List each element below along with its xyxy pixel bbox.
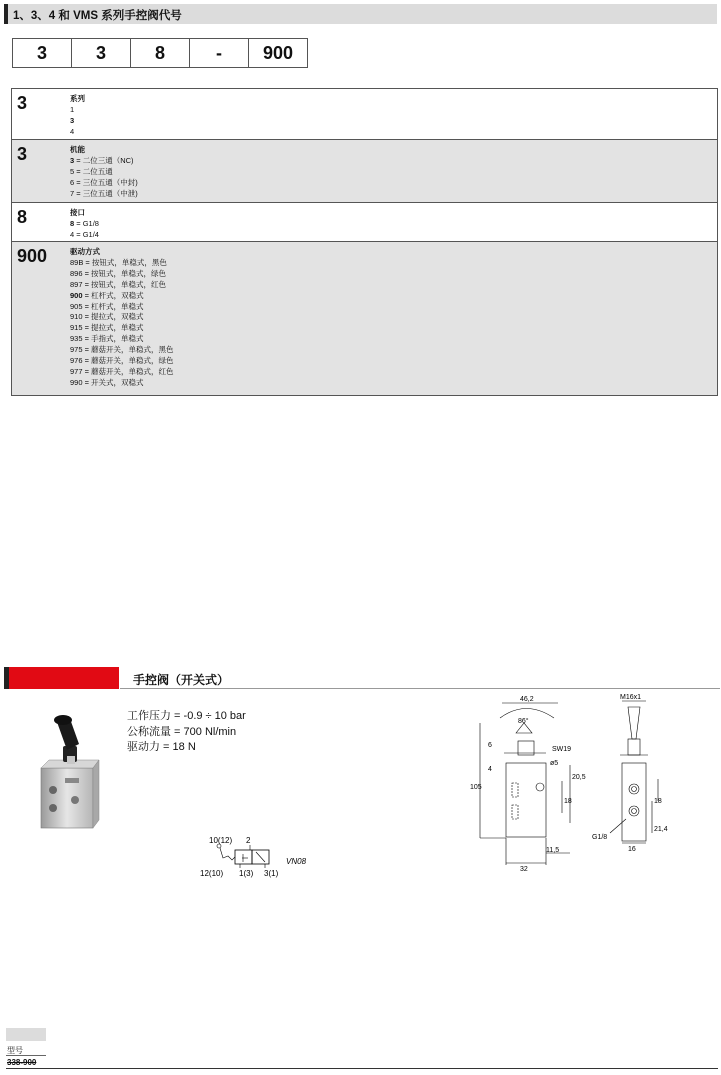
row-item: 4 bbox=[70, 126, 75, 136]
dim-20-5: 20,5 bbox=[572, 774, 586, 781]
row-item: 4 = G1/4 bbox=[70, 229, 99, 239]
code-box-series: 3 bbox=[12, 38, 72, 68]
row-item: 915 = 提拉式，单稳式 bbox=[70, 323, 144, 333]
model-value: 338-900 bbox=[7, 1058, 37, 1067]
row-body bbox=[70, 208, 99, 241]
scheme-label: VN08 bbox=[286, 857, 307, 866]
row-series bbox=[11, 88, 718, 140]
scheme-port-10-12: 10(12) bbox=[209, 836, 233, 845]
code-table bbox=[11, 89, 718, 396]
row-item: 976 = 蘑菇开关，单稳式，绿色 bbox=[70, 356, 174, 366]
model-label: 型号 bbox=[7, 1046, 23, 1055]
dim-18: 18 bbox=[564, 798, 572, 805]
row-item: 6 = 三位五通（中封) bbox=[70, 177, 138, 187]
dim-16: 16 bbox=[628, 846, 636, 853]
row-body bbox=[70, 247, 174, 389]
row-item: 896 = 按钮式，单稳式，绿色 bbox=[70, 268, 167, 278]
row-body bbox=[70, 94, 85, 138]
dim-port: G1/8 bbox=[592, 834, 608, 841]
product-accent-bar bbox=[4, 667, 119, 689]
dim-11-5: 11,5 bbox=[546, 847, 560, 854]
dimension-drawing-front bbox=[466, 693, 586, 876]
row-heading: 系列 bbox=[70, 94, 85, 103]
row-actuation bbox=[11, 241, 718, 396]
row-heading: 接口 bbox=[70, 208, 85, 217]
row-heading: 驱动方式 bbox=[70, 247, 100, 256]
row-code: 8 bbox=[17, 207, 28, 227]
dim-6: 6 bbox=[488, 742, 492, 749]
code-box-port: 8 bbox=[130, 38, 190, 68]
dim-thread: M16x1 bbox=[620, 694, 642, 701]
valve-photo bbox=[27, 712, 105, 830]
model-footer-box bbox=[6, 1028, 46, 1041]
code-box-function: 3 bbox=[71, 38, 131, 68]
dim-port-dia: ø5 bbox=[550, 760, 559, 767]
product-title: 手控阀（开关式） bbox=[133, 673, 230, 687]
section-title: 1、3、4 和 VMS 系列手控阀代号 bbox=[13, 10, 182, 22]
row-code: 3 bbox=[17, 144, 28, 164]
code-box-actuation: 900 bbox=[248, 38, 308, 68]
pneumatic-symbol bbox=[198, 832, 313, 880]
dim-side-18: 18 bbox=[654, 798, 662, 805]
dim-height: 105 bbox=[470, 784, 482, 791]
section-header bbox=[4, 4, 717, 24]
row-item: 5 = 二位五通 bbox=[70, 166, 113, 176]
scheme-port-1-3: 1(3) bbox=[239, 869, 254, 878]
dim-width: 46,2 bbox=[520, 696, 534, 703]
product-specs bbox=[127, 709, 246, 756]
dim-32: 32 bbox=[520, 866, 528, 873]
row-code: 3 bbox=[17, 93, 28, 113]
dim-angle: 86° bbox=[518, 718, 529, 725]
model-divider bbox=[6, 1055, 46, 1056]
header-marker bbox=[4, 4, 8, 24]
row-item: 7 = 三位五通（中泄) bbox=[70, 188, 138, 198]
row-item: 977 = 蘑菇开关，单稳式，红色 bbox=[70, 366, 174, 376]
spec-flow: 公称流量 = 700 Nl/min bbox=[127, 725, 237, 738]
row-code: 900 bbox=[17, 246, 48, 266]
dim-4: 4 bbox=[488, 766, 492, 773]
dimension-drawing-side bbox=[588, 693, 668, 863]
accent-bar-tip bbox=[4, 667, 9, 689]
row-item: 3 bbox=[70, 115, 75, 125]
row-port bbox=[11, 202, 718, 242]
row-item: 910 = 提拉式，双稳式 bbox=[70, 312, 144, 322]
dim-wrench: SW19 bbox=[552, 746, 572, 753]
row-heading: 机能 bbox=[70, 145, 85, 154]
row-item: 897 = 按钮式，单稳式，红色 bbox=[70, 279, 167, 289]
row-item: 900 = 杠杆式，双稳式 bbox=[70, 290, 144, 300]
spec-pressure: 工作压力 = -0.9 ÷ 10 bar bbox=[127, 710, 246, 722]
row-body bbox=[70, 145, 138, 200]
dim-21-4: 21,4 bbox=[654, 826, 668, 833]
row-item: 975 = 蘑菇开关，单稳式，黑色 bbox=[70, 345, 174, 355]
spec-force: 驱动力 = 18 N bbox=[127, 741, 196, 753]
row-item: 905 = 杠杆式，单稳式 bbox=[70, 301, 144, 311]
row-item: 8 = G1/8 bbox=[70, 218, 99, 228]
row-function bbox=[11, 139, 718, 203]
row-item: 990 = 开关式，双稳式 bbox=[70, 377, 144, 387]
scheme-port-3-1: 3(1) bbox=[264, 869, 279, 878]
row-item: 935 = 手指式，单稳式 bbox=[70, 334, 144, 344]
code-example bbox=[12, 38, 308, 68]
scheme-port-12-10: 12(10) bbox=[200, 869, 224, 878]
scheme-port-2: 2 bbox=[246, 836, 251, 845]
bottom-rule bbox=[6, 1068, 718, 1069]
row-item: 3 = 二位三通（NC) bbox=[70, 155, 134, 165]
product-divider bbox=[120, 688, 720, 689]
row-item: 1 bbox=[70, 104, 75, 114]
row-item: 89B = 按钮式，单稳式，黑色 bbox=[70, 257, 167, 267]
code-box-dash: - bbox=[189, 38, 249, 68]
